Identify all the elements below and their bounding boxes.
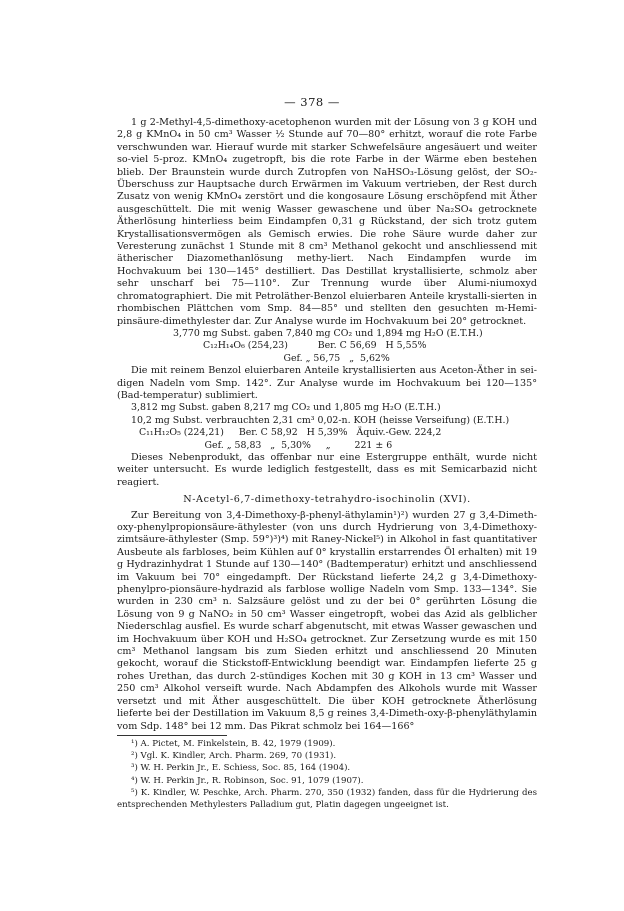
analysis-line: 10,2 mg Subst. verbrauchten 2,31 cm³ 0,02-n. KOH (heisse Verseifung) (E.T.H.): [131, 414, 510, 426]
analysis-line: 3,770 mg Subst. gaben 7,840 mg CO₂ und 1,894 mg H₂O (E.T.H.): [173, 327, 483, 339]
paragraph-preparation: Zur Bereitung von 3,4-Dimethoxy-β-phenyl-äthylamin¹)²) wurden 27 g 3,4-Dimeth-oxy-phenylpropionsäure-äthylester (von uns durch Hydrierung von 3,4-Dimethoxy-zimtsäure-äthylester (Smp. 59°)³)⁴) mit Raney-Nickel⁵) in Alkohol in fast quantitativer Ausbeute als farbloses, beim Kühlen auf 0° krystallin erstarrendes Öl erhalten) mit 19 g Hydrazinhydrat 1 Stunde auf 130—140° (Badtemperatur) erhitzt und anschliessend im Vakuum bei 70° eingedampft. Der Rückstand lieferte 24,2 g 3,4-Dimethoxy-phenylpro-pionsäure-hydrazid als farblose wollige Nadeln vom Smp. 133—134°. Sie wurden in 230 cm³ n. Salzsäure gelöst und zu der bei 0° gerührten Lösung die Lösung von 9 g NaNO₂ in 50 cm³ Wasser eingetropft, wobei das Azid als gelblicher Niederschlag ausfiel. Es wurde scharf abgenutscht, mit etwas Wasser gewaschen und im Hochvakuum über KOH und H₂SO₄ getrocknet. Zur Zersetzung wurde es mit 150 cm³ Methanol langsam bis zum Sieden erhitzt und anschliessend 20 Minuten gekocht, worauf die Stickstoff-Entwicklung beendigt war. Eindampfen lieferte 25 g rohes Urethan, das durch 2-stündiges Kochen mit 30 g KOH in 13 cm³ Wasser und 250 cm³ Alkohol verseift wurde. Nach Abdampfen des Alkohols wurde mit Wasser versetzt und mit Äther ausgeschüttelt. Die über KOH getrocknete Ätherlösung lieferte bei der Destillation im Vakuum 8,5 g reines 3,4-Dimeth-oxy-β-phenyläthylamin vom Sdp. 148° bei 12 mm. Das Pikrat schmolz bei 164—166°: [117, 509, 537, 732]
analysis-block-2: [117, 402, 537, 452]
analysis-found-line: Gef. „ 56,75 „ 5,62%: [203, 352, 390, 364]
paragraph-benzene-fraction: Die mit reinem Benzol eluierbaren Anteile krystallisierten aus Aceton-Äther in sei-digen Nadeln vom Smp. 142°. Zur Analyse wurde im Hochvakuum bei 120—135° (Bad-temperatur) sublimiert.: [117, 365, 537, 401]
analysis-line: 3,812 mg Subst. gaben 8,217 mg CO₂ und 1,805 mg H₂O (E.T.H.): [131, 402, 441, 414]
analysis-found-line: Gef. „ 58,83 „ 5,30% „ 221 ± 6: [139, 439, 393, 451]
footnotes: [117, 738, 537, 811]
analysis-block-1: [117, 328, 537, 365]
footnote: ⁴) W. H. Perkin Jr., R. Robinson, Soc. 91, 1079 (1907).: [131, 775, 364, 786]
analysis-formula-line: C₁₁H₁₂O₅ (224,21) Ber. C 58,92 H 5,39% Äquiv.-Gew. 224,2: [139, 427, 442, 439]
paragraph-oxidation: 1 g 2-Methyl-4,5-dimethoxy-acetophenon wurden mit der Lösung von 3 g KOH und 2,8 g KMnO₄ in 50 cm³ Wasser ½ Stunde auf 70—80° erhitzt, worauf die rote Farbe verschwunden war. Hierauf wurde mit starker Schwefelsäure angesäuert und weiter so-viel 5-proz. KMnO₄ zugetropft, bis die rote Farbe in der Wärme eben bestehen blieb. Der Braunstein wurde durch Zutropfen von NaHSO₃-Lösung gelöst, der SO₂-Überschuss zur Hauptsache durch Erwärmen im Vakuum vertrieben, der Rest durch Zusatz von wenig KMnO₄ zerstört und die kongosaure Lösung erschöpfend mit Äther ausgeschüttelt. Die mit wenig Wasser gewaschene und über Na₂SO₄ getrocknete Ätherlösung hinterliess beim Eindampfen 0,31 g Rückstand, der sich trotz gutem Krystallisationsvermögen als Gemisch erwies. Die rohe Säure wurde daher zur Veresterung zunächst 1 Stunde mit 8 cm³ Methanol gekocht und anschliessend mit ätherischer Diazomethanlösung methy-liert. Nach Eindampfen wurde im Hochvakuum bei 130—145° destilliert. Das Destillat krystallisierte, schmolz aber sehr unscharf bei 75—110°. Zur Trennung wurde über Alumi-niumoxyd chromatographiert. Die mit Petroläther-Benzol eluierbaren Anteile krystalli-sierten in rhombischen Plättchen vom Smp. 84—85° und stellten den gesuchten m-Hemi-pinsäure-dimethylester dar. Zur Analyse wurde im Hochvakuum bei 20° getrocknet.: [117, 117, 537, 327]
footnote: ⁵) K. Kindler, W. Peschke, Arch. Pharm. 270, 350 (1932) fanden, dass für die Hydrierung des entsprechenden Methylesters Palladium gut, Platin dagegen ungeeignet ist.: [117, 787, 537, 810]
footnote: ²) Vgl. K. Kindler, Arch. Pharm. 269, 70 (1931).: [131, 751, 337, 762]
page-body: [117, 117, 537, 811]
footnote: ¹) A. Pictet, M. Finkelstein, B. 42, 1979 (1909).: [131, 738, 336, 749]
paragraph-byproduct: Dieses Nebenprodukt, das offenbar nur eine Estergruppe enthält, wurde nicht weiter untersucht. Es wurde lediglich festgestellt, dass es mit Semicarbazid nicht reagiert.: [117, 451, 537, 488]
section-heading: N-Acetyl-6,7-dimethoxy-tetrahydro-isochinolin (XVI).: [183, 494, 471, 506]
analysis-formula-line: C₁₂H₁₄O₆ (254,23) Ber. C 56,69 H 5,55%: [203, 340, 427, 352]
page-number: — 378 —: [284, 95, 340, 109]
footnote: ³) W. H. Perkin Jr., E. Schiess, Soc. 85, 164 (1904).: [131, 763, 351, 774]
